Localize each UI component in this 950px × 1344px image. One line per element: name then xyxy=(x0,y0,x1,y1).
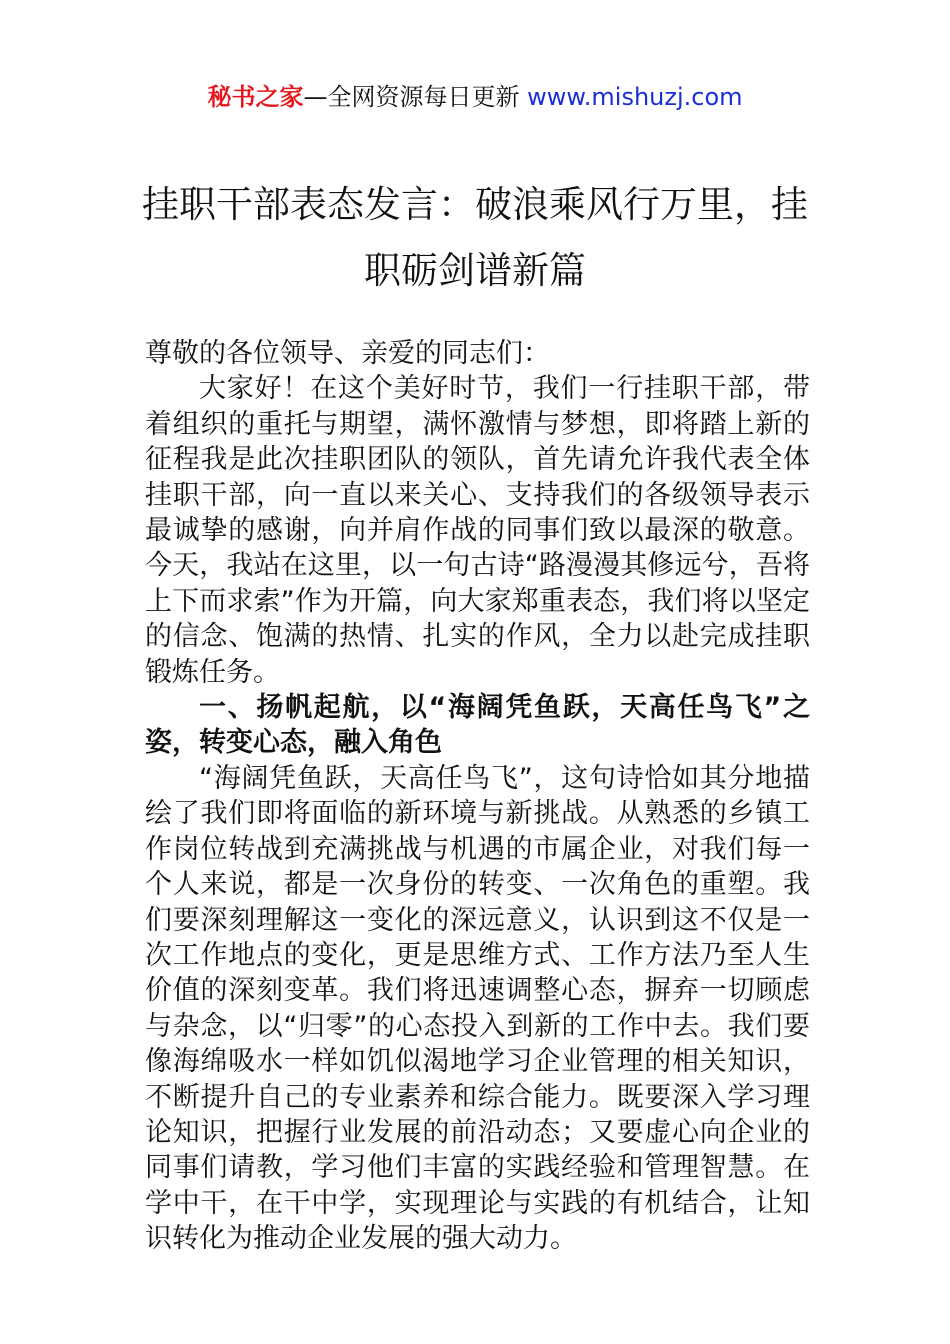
body-paragraph: “海阔凭鱼跃，天高任鸟飞”，这句诗恰如其分地描绘了我们即将面临的新环境与新挑战。从熟悉的乡镇工作岗位转战到充满挑战与机遇的市属企业，对我们每一个人来说，都是一次身份的转变、一次角色的重塑。我们要深刻理解这一变化的深远意义，认识到这不仅是一次工作地点的变化，更是思维方式、工作方法乃至人生价值的深刻变革。我们将迅速调整心态，摒弃一切顾虑与杂念，以“归零”的心态投入到新的工作中去。我们要像海绵吸水一样如饥似渴地学习企业管理的相关知识，不断提升自己的专业素养和综合能力。既要深入学习理论知识，把握行业发展的前沿动态；又要虚心向企业的同事们请教，学习他们丰富的实践经验和管理智慧。在学中干，在干中学，实现理论与实践的有机结合，让知识转化为推动企业发展的强大动力。 xyxy=(145,762,810,1255)
body-paragraph: 大家好！在这个美好时节，我们一行挂职干部，带着组织的重托与期望，满怀激情与梦想，即将踏上新的征程我是此次挂职团队的领队，首先请允许我代表全体挂职干部，向一直以来关心、支持我们的各级领导表示最诚挚的感谢，向并肩作战的同事们致以最深的敬意。今天，我站在这里，以一句古诗“路漫漫其修远兮，吾将上下而求索”作为开篇，向大家郑重表态，我们将以坚定的信念、饱满的热情、扎实的作风，全力以赴完成挂职锻炼任务。 xyxy=(145,373,810,688)
site-tagline: —全网资源每日更新 xyxy=(303,83,528,111)
section-heading: 一、扬帆起航，以“海阔凭鱼跃，天高任鸟飞”之姿，转变心态，融入角色 xyxy=(145,692,810,759)
site-brand: 秘书之家 xyxy=(207,83,304,111)
site-header xyxy=(0,80,950,114)
document-body xyxy=(145,336,810,1257)
site-url-link[interactable]: www.mishuzj.com xyxy=(527,83,743,111)
salutation: 尊敬的各位领导、亲爱的同志们： xyxy=(145,338,550,369)
document-title: 挂职干部表态发言：破浪乘风行万里，挂职砺剑谱新篇 xyxy=(142,183,808,292)
